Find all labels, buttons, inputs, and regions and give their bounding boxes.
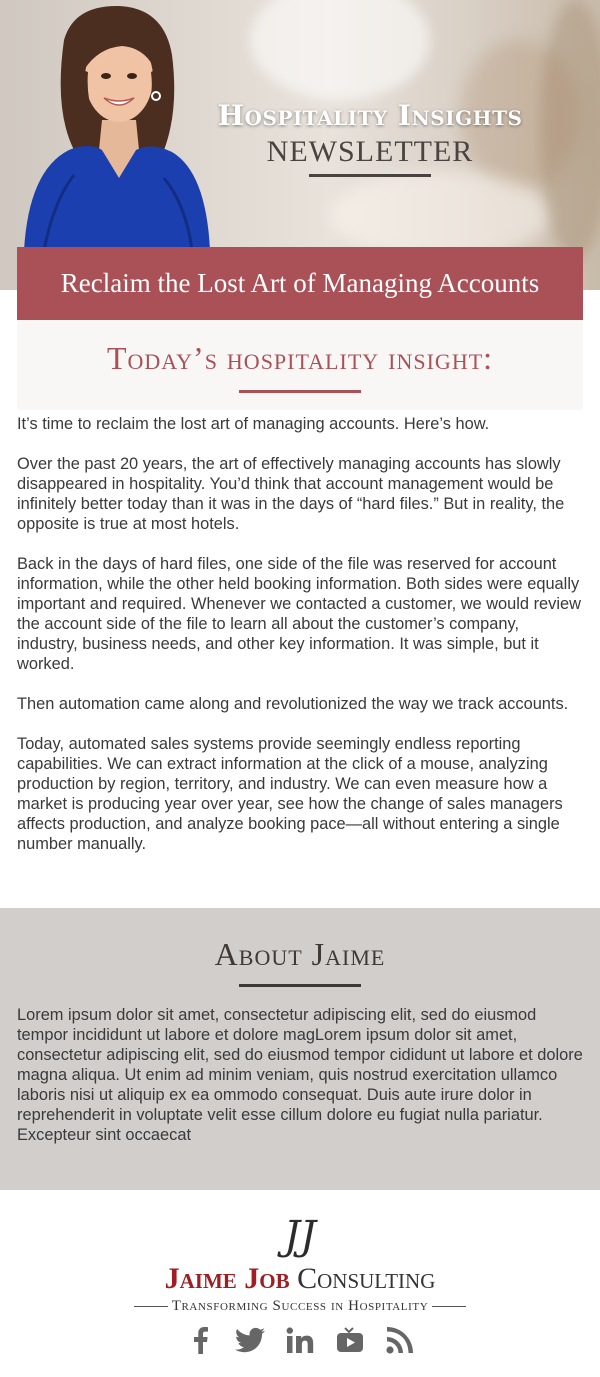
- tagline-rule-left: [134, 1306, 168, 1307]
- linkedin-icon[interactable]: [285, 1325, 315, 1355]
- insight-heading-block: [17, 320, 583, 410]
- article-paragraph: Over the past 20 years, the art of effectively managing accounts has slowly disappeared in hospitality. You’d think that account management would be infinitely better today than it was in the days of “hard files.” But in reality, the opposite is true at most hotels.: [17, 455, 565, 533]
- rss-icon[interactable]: [385, 1325, 415, 1355]
- tagline-rule-right: [432, 1306, 466, 1307]
- social-links: [0, 1325, 600, 1355]
- article-paragraph: Today, automated sales systems provide seemingly endless reporting capabilities. We can extract information at the click of a mouse, analyzing production by region, territory, and industry. We can even measure how a market is producing year over year, see how the change of sales managers affects production, and analyze booking pace—all without entering a single number manually.: [17, 735, 563, 853]
- brand-name[interactable]: [0, 1262, 600, 1296]
- brand-tagline: [0, 1298, 600, 1315]
- article-paragraph: Back in the days of hard files, one side of the file was reserved for account information, while the other held booking information. Both sides were equally important and required. Whenever we contacted a customer, we would review the account side of the file to learn all about the customer’s company, industry, business needs, and other key information. It was simple, but it worked.: [17, 555, 581, 673]
- article-paragraph: It’s time to reclaim the lost art of managing accounts. Here’s how.: [17, 415, 490, 433]
- insight-heading: Today’s hospitality insight:: [106, 340, 494, 376]
- about-body: Lorem ipsum dolor sit amet, consectetur adipiscing elit, sed do eiusmod tempor incididunt ut labore et dolore magLorem ipsum dolor sit amet, consectetur adipiscing elit, sed do eiusmod tempor cididunt ut labore et dolore magna aliqua. Ut enim ad minim veniam, quis nostrud exercitation ullamco laboris nisi ut aliquip ex ea ommodo consequat. Duis aute irure dolor in reprehenderit in voluptate velit esse cillum dolore eu fugiat nulla pariatur. Excepteur sint occaecat: [17, 1006, 583, 1144]
- title-line-1: Hospitality Insights: [217, 99, 523, 132]
- insight-divider: [239, 390, 361, 393]
- title-line-2: NEWSLETTER: [266, 135, 474, 168]
- article-title-banner: [17, 247, 583, 320]
- brand-name-primary: Jaime Job: [164, 1262, 290, 1295]
- title-divider: [309, 174, 431, 177]
- tagline-text: Transforming Success in Hospitality: [171, 1298, 429, 1314]
- youtube-icon[interactable]: [335, 1325, 365, 1355]
- article-title: Reclaim the Lost Art of Managing Accounts: [60, 268, 540, 298]
- article-body: [17, 414, 583, 874]
- about-divider: [239, 984, 361, 987]
- about-section: [0, 908, 600, 1190]
- logo-monogram: JJ: [283, 1213, 317, 1259]
- about-heading: About Jaime: [214, 936, 386, 972]
- footer: [0, 1190, 600, 1377]
- twitter-icon[interactable]: [235, 1325, 265, 1355]
- article-paragraph: Then automation came along and revolutionized the way we track accounts.: [17, 695, 569, 713]
- newsletter-title: [180, 98, 560, 177]
- brand-name-secondary: Consulting: [297, 1262, 436, 1295]
- facebook-icon[interactable]: [185, 1325, 215, 1355]
- background-blur: [250, 0, 430, 100]
